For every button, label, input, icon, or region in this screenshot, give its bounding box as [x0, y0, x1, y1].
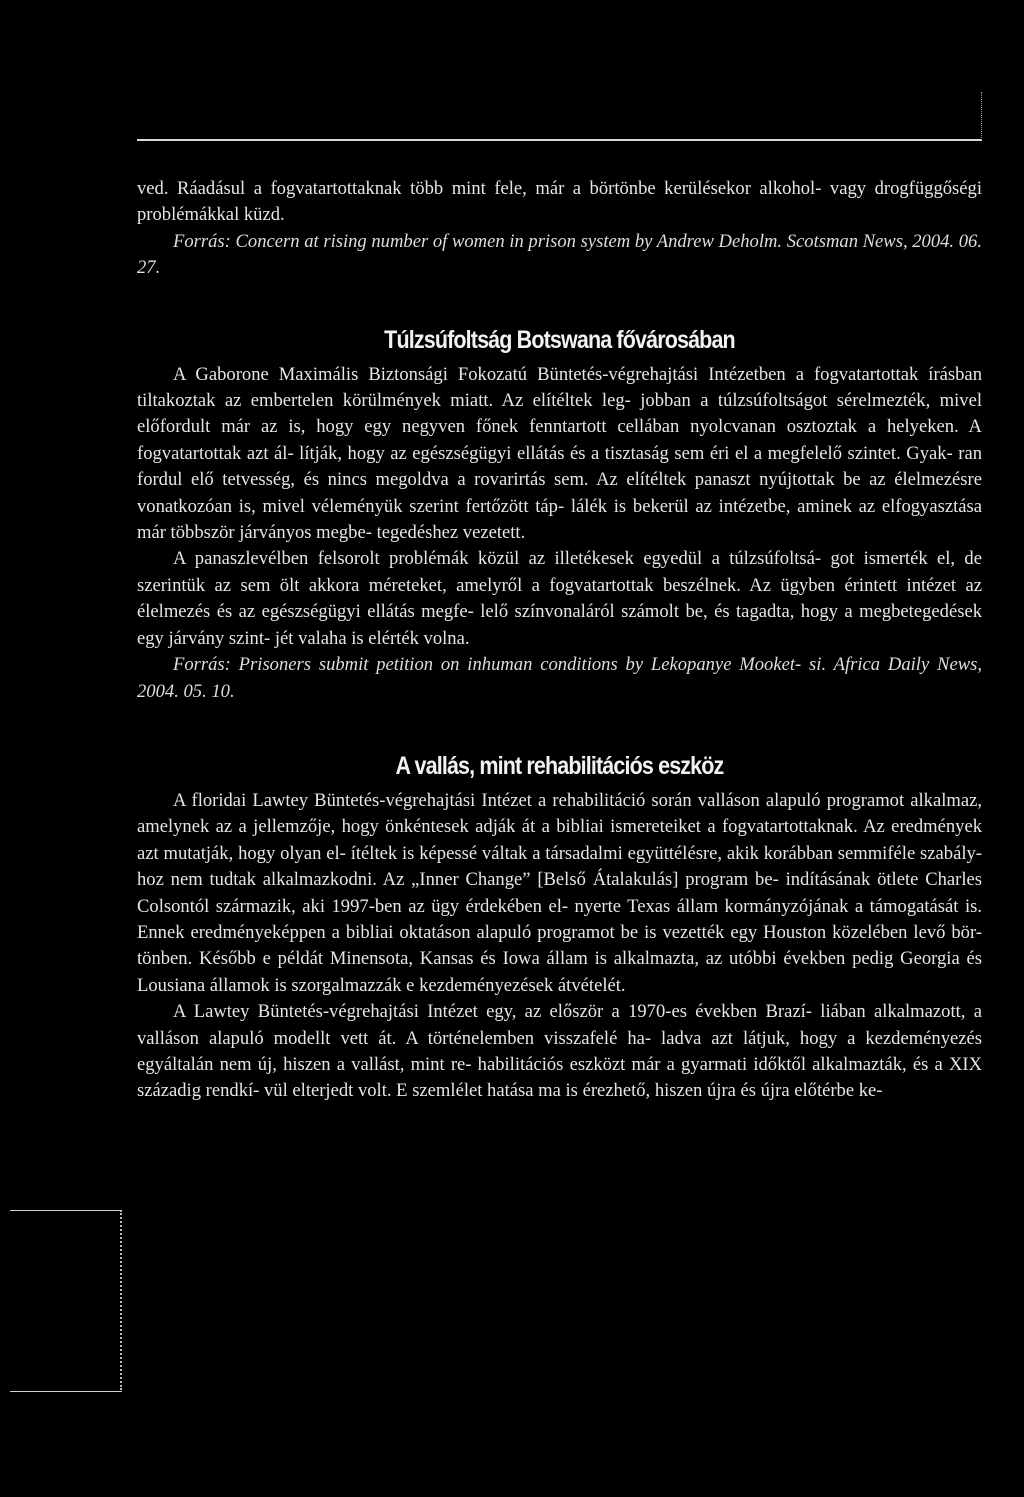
margin-frame-edge [120, 1210, 122, 1390]
section-title-religion: A vallás, mint rehabilitációs eszköz [395, 751, 724, 780]
section-title-botswana: Túlzsúfoltság Botswana fővárosában [384, 325, 735, 354]
body-paragraph: A Gaborone Maximális Biztonsági Fokozatú Büntetés-végrehajtási Intézetben a fogvatartottak írásban tiltakoztak az embertelen körülmények miatt. Az elítéltek leg- jobban a túlzsúfoltságot sérelmezték, mivel előfordult már az is, hogy egy negyven főnek fenntartott cellában nyolcvanan osztoztak a helyeken. A fogvatartottak azt ál- lítják, hogy az egészségügyi ellátás és a tisztaság sem éri el a megfelelő szintet. Gyak- ran fordul elő tetvesség, és nincs megoldva a rovarirtás sem. Az elítéltek panaszt nyújtottak be az élelmezésre vonatkozóan is, mivel véleményük szerint fertőzött táp- lálék is bekerül az intézetbe, aminek az elfogyasztása már többször járványos megbe- tegedéshez vezetett. [137, 363, 982, 544]
margin-frame [10, 1210, 122, 1392]
body-paragraph: A panaszlevélben felsorolt problémák közül az illetékesek egyedül a túlzsúfoltsá- got ismerték el, de szerintük az sem ölt akkora méreteket, amelyről a fogvatartottak beszélnek. Az ügyben érintett intézet az élelmezés és az egészségügyi ellátás megfe- lelő színvonaláról számolt be, és tagadta, hogy a megbetegedések egy járvány szint- jét valaha is elérték volna. [137, 548, 982, 649]
source-citation: Forrás: Prisoners submit petition on inhuman conditions by Lekopanye Mooket- si. Africa Daily News, 2004. 05. 10. [137, 654, 982, 702]
continuation-paragraph: ved. Ráadásul a fogvatartottaknak több mint fele, már a börtönbe kerülésekor alkohol- vagy drogfüggőségi problémákkal küzd. [137, 178, 982, 226]
source-citation: Forrás: Concern at rising number of women in prison system by Andrew Deholm. Scotsman News, 2004. 06. 27. [137, 230, 982, 279]
body-paragraph: A floridai Lawtey Büntetés-végrehajtási Intézet a rehabilitáció során valláson alapuló programot alkalmaz, amelynek az a jellemzője, hogy önkéntesek adják át a bibliai ismereteiket a fogvatartottaknak. Az eredmények azt mutatják, hogy olyan el- ítéltek is képessé váltak a társadalmi együttélésre, akik korábban semmiféle szabály- hoz nem tudtak alkalmazkodni. Az „Inner Change” [Belső Átalakulás] program be- indításának ötlete Charles Colsontól származik, aki 1997-ben az ügy érdekében el- nyerte Texas állam kormányzójának a támogatását is. Ennek eredményeképpen a bibliai oktatáson alapuló programot be is vezették egy Houston közelében levő bör- tönben. Később e példát Minensota, Kansas és Iowa állam is alkalmazta, az utóbbi években pedig Georgia és Lousiana államok is szorgalmazzák e kezdeményezések átvételét. [137, 789, 982, 996]
header-rule [137, 139, 982, 141]
body-paragraph: A Lawtey Büntetés-végrehajtási Intézet egy, az először a 1970-es években Brazí- liában alkalmazott, a valláson alapuló modellt vett át. A történelemben visszafelé ha- ladva azt látjuk, hogy a kezdeményezés egyáltalán nem új, hiszen a vallást, mint re- habilitációs eszközt már a gyarmati időktől alkalmazták, és a XIX századig rendkí- vül elterjedt volt. E szemlélet hatása ma is érezhető, hiszen újra és újra előtérbe ke- [137, 1001, 982, 1102]
header-rule-tick [981, 92, 982, 140]
page-content [137, 176, 982, 1105]
